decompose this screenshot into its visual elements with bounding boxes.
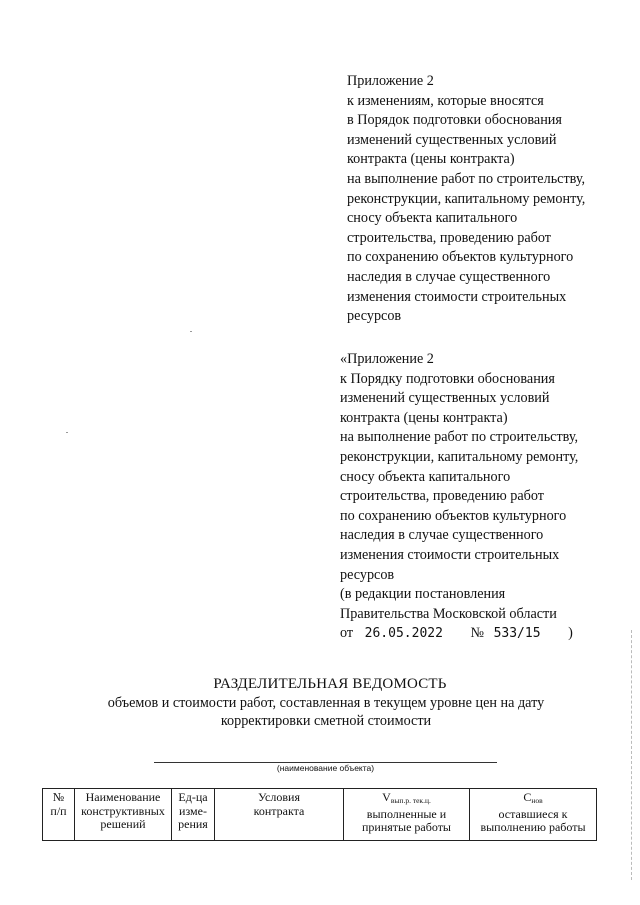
appendix-new-line: по сохранению объектов культурного [340,507,567,524]
scan-edge-mark [631,630,633,880]
appendix-current-line: контракта (цены контракта) [347,151,515,168]
header-cell-unit: Ед-ца изме- рения [172,789,215,841]
appendix-current-line: к изменениям, которые вносятся [347,92,544,109]
appendix-new-line: «Приложение 2 [340,351,434,367]
appendix-current-line: изменений существенных условий [347,131,557,148]
table-header-row [43,789,597,841]
appendix-current-line: строительства, проведению работ [347,229,551,246]
appendix-current-line: изменения стоимости строительных [347,288,567,305]
resolution-date-line [340,624,578,644]
appendix-new-line: изменений существенных условий [340,390,550,407]
subtitle-line: корректировки сметной стоимости [220,713,432,729]
appendix-current-heading [347,72,585,327]
appendix-current-line: наследия в случае существенного [347,268,551,285]
resolution-date: 26.05.2022 [364,626,443,642]
appendix-new-line: (в редакции постановления [340,586,506,603]
appendix-new-line: изменения стоимости строительных [340,546,560,563]
date-prefix: от [340,625,354,642]
header-cell-done-works: $V_{вып.р. тек.ц.}$ выполненные и принятые работы [344,789,470,841]
appendix-new-heading [340,350,578,644]
appendix-current-line: ресурсов [347,308,402,325]
appendix-new-line: Правительства Московской области [340,605,557,622]
number-prefix: № [470,625,485,642]
appendix-new-line: контракта (цены контракта) [340,409,508,426]
appendix-current-line: по сохранению объектов культурного [347,249,574,266]
appendix-current-line: на выполнение работ по строительству, [347,170,586,187]
appendix-new-line: ресурсов [340,566,395,583]
closing-paren: ) [568,625,573,642]
appendix-new-line: на выполнение работ по строительству, [340,429,579,446]
header-cell-name: Наименование конструктивных решений [75,789,172,841]
appendix-new-line: наследия в случае существенного [340,527,544,544]
header-cell-conditions: Условия контракта [215,789,344,841]
remaining-symbol: $С_{нов}$ [523,790,543,805]
header-cell-number: № п/п [43,789,75,841]
scan-speck [190,331,192,332]
volume-table [42,788,597,841]
document-subtitle [0,694,640,730]
appendix-current-line: сносу объекта капитального [347,210,518,227]
appendix-new-line: реконструкции, капитальному ремонту, [340,448,579,465]
appendix-current-line: реконструкции, капитальному ремонту, [347,190,586,207]
header-cell-remaining-works: $С_{нов}$ оставшиеся к выполнению работы [470,789,597,841]
subtitle-line: объемов и стоимости работ, составленная в текущем уровне цен на дату [107,695,545,711]
appendix-new-line: к Порядку подготовки обоснования [340,370,555,387]
appendix-current-line: в Порядок подготовки обоснования [347,112,562,129]
document-title: РАЗДЕЛИТЕЛЬНАЯ ВЕДОМОСТЬ [213,676,447,692]
resolution-number: 533/15 [493,626,541,642]
scan-speck [66,432,68,433]
done-symbol: $V_{вып.р. тек.ц.}$ [382,790,431,805]
appendix-current-line: Приложение 2 [347,73,434,89]
appendix-new-line: строительства, проведению работ [340,488,544,505]
appendix-new-line: сносу объекта капитального [340,468,511,485]
object-name-caption: (наименование объекта) [276,763,375,773]
